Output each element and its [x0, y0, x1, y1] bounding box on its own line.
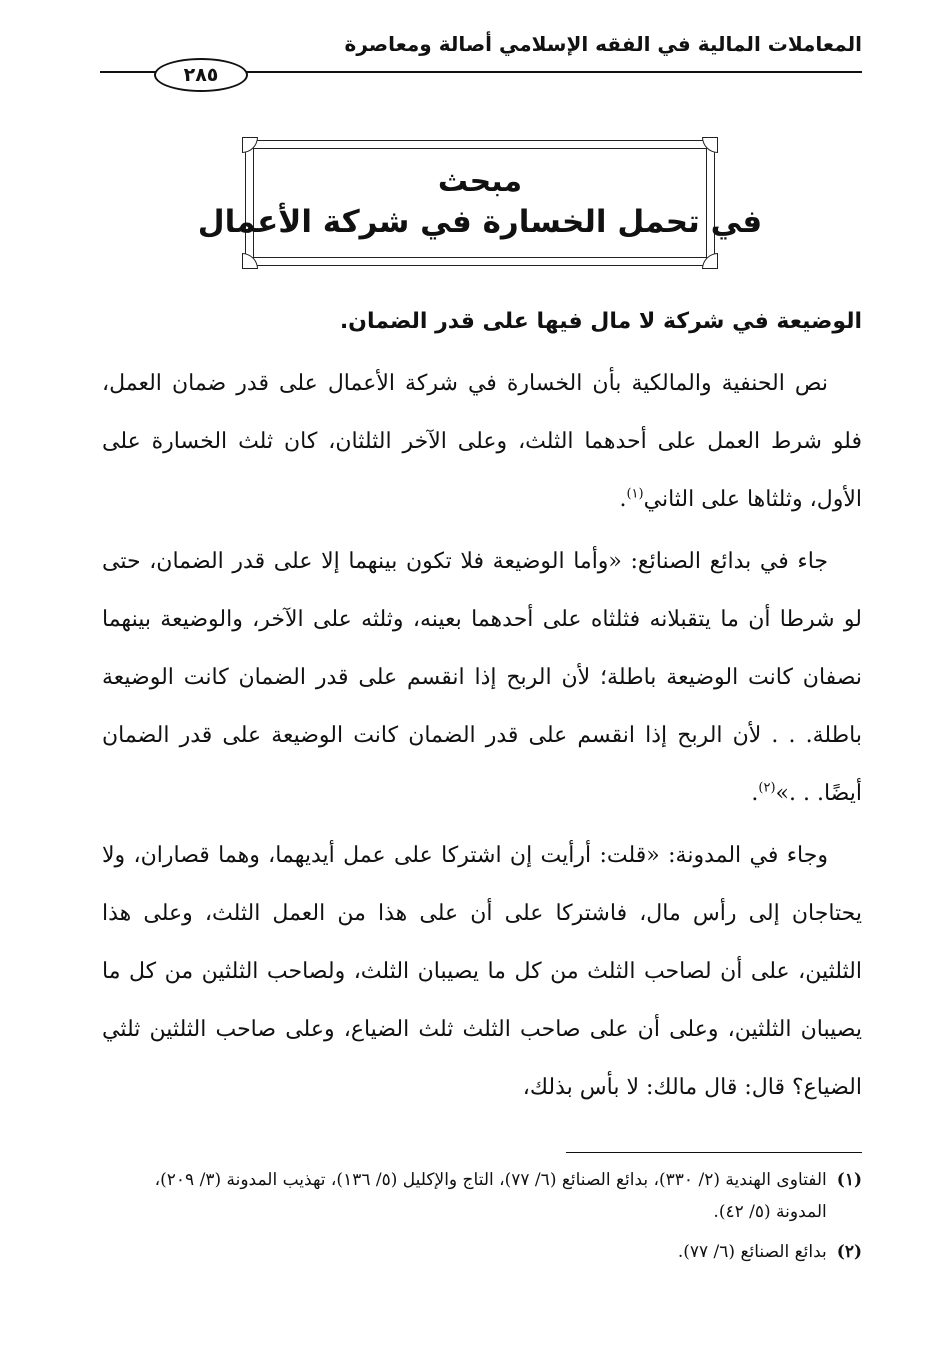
paragraph-3 — [102, 533, 862, 823]
footnotes — [102, 1164, 862, 1276]
footnote-1 — [102, 1164, 862, 1228]
body-text — [102, 293, 862, 1121]
footnote-text: بدائع الصنائع (٦/ ٧٧). — [677, 1242, 827, 1262]
paragraph-3-end: . — [751, 781, 759, 806]
page-number: ٢٨٥ — [154, 58, 248, 92]
paragraph-2-text: نص الحنفية والمالكية بأن الخسارة في شركة الأعمال على قدر ضمان العمل، فلو شرط العمل على أحدهما الثلث، وعلى الآخر الثلثان، كان ثلث الخسارة على الأول، وثلثاها على الثاني — [102, 371, 862, 512]
footnote-ref-2[interactable]: (٢) — [758, 780, 776, 796]
paragraph-4: وجاء في المدونة: «قلت: أرأيت إن اشتركا على عمل أيديهما، وهما قصاران، ولا يحتاجان إلى رأس مال، فاشتركا على أن على هذا من العمل الثلث، وعلى هذا الثلثين، على أن لصاحب الثلث من كل ما يصيبان الثلث، ولصاحب الثلثين من كل ما يصيبان الثلثين، وعلى أن على صاحب الثلث ثلث الضياع، وعلى صاحب الثلثين ثلثي الضياع؟ قال: قال مالك: لا بأس بذلك، — [102, 843, 862, 1100]
section-heading — [197, 148, 763, 258]
footnote-ref-1[interactable]: (١) — [626, 486, 644, 502]
paragraph-2 — [102, 355, 862, 529]
running-title: المعاملات المالية في الفقه الإسلامي أصالة ومعاصرة — [344, 32, 862, 56]
footnote-separator — [566, 1152, 862, 1153]
footnote-text: الفتاوى الهندية (٢/ ٣٣٠)، بدائع الصنائع (٦/ ٧٧)، التاج والإكليل (٥/ ١٣٦)، تهذيب المدونة (٣/ ٢٠٩)، المدونة (٥/ ٤٢). — [154, 1170, 827, 1222]
footnote-number: (١) — [836, 1170, 862, 1190]
section-heading-frame — [197, 140, 763, 266]
paragraph-2-end: . — [619, 487, 627, 512]
paragraph-3-text: جاء في بدائع الصنائع: «وأما الوضيعة فلا تكون بينهما إلا على قدر الضمان، حتى لو شرطا أن ما يتقبلانه فثلثاه على أحدهما بعينه، وثلثه على الآخر، والوضيعة بينهما نصفان كانت الوضيعة باطلة؛ لأن الربح إذا انقسم على قدر الضمان كانت الوضيعة باطلة. . . لأن الربح إذا انقسم على قدر الضمان كانت الوضيعة على قدر الضمان أيضًا. . .» — [102, 549, 862, 806]
section-label: مبحث — [437, 164, 523, 200]
footnote-number: (٢) — [836, 1242, 862, 1262]
paragraph-thesis: الوضيعة في شركة لا مال فيها على قدر الضمان. — [339, 309, 862, 334]
section-title: في تحمل الخسارة في شركة الأعمال — [197, 204, 763, 241]
footnote-2 — [102, 1236, 862, 1268]
